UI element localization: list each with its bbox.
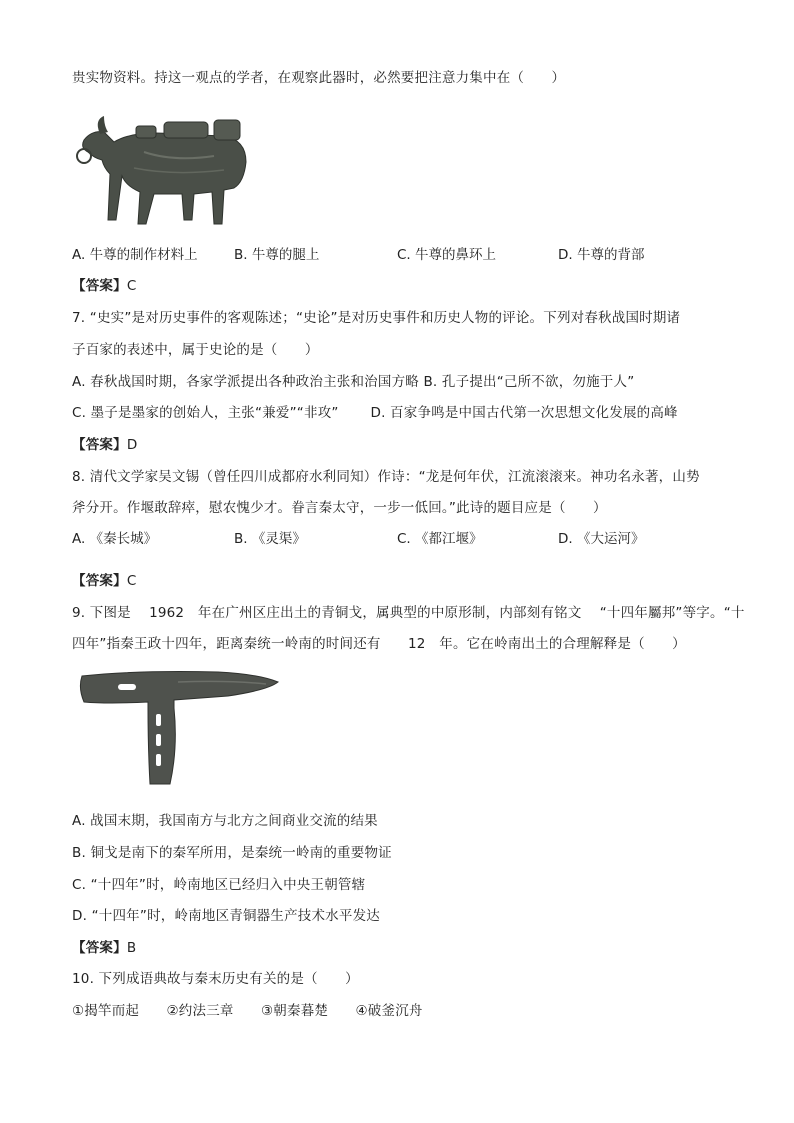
q8-option-a[interactable]: A. 《秦长城》: [72, 531, 158, 547]
answer-label: 【答案】: [72, 437, 127, 453]
q9-answer: [72, 936, 136, 956]
answer-label: 【答案】: [72, 278, 127, 294]
bronze-dagger-axe-image: [78, 668, 283, 788]
answer-value: C: [126, 573, 137, 589]
q6-stem: 贵实物资料。持这一观点的学者，在观察此器时，必然要把注意力集中在（ ）: [72, 70, 566, 86]
answer-label: 【答案】: [72, 573, 127, 589]
q9-option-d[interactable]: D. “十四年”时，岭南地区青铜器生产技术水平发达: [72, 908, 380, 924]
q7-stem-line1: 7. “史实”是对历史事件的客观陈述；“史论”是对历史事件和历史人物的评论。下列对春秋战国时期诸: [72, 310, 681, 326]
q6-option-b[interactable]: B. 牛尊的腿上: [234, 247, 320, 263]
answer-value: C: [126, 278, 137, 294]
q10-stem: 10. 下列成语典故与秦末历史有关的是（ ）: [72, 971, 359, 987]
q6-option-d[interactable]: D. 牛尊的背部: [558, 247, 645, 263]
q7-options-cd[interactable]: C. 墨子是墨家的创始人，主张“兼爱”“非攻” D. 百家争鸣是中国古代第一次思想文化发展的高峰: [72, 405, 678, 421]
q8-option-d[interactable]: D. 《大运河》: [558, 531, 645, 547]
q6-answer: [72, 274, 136, 294]
q7-options-ab[interactable]: A. 春秋战国时期，各家学派提出各种政治主张和治国方略 B. 孔子提出“己所不欲，勿施于人”: [72, 374, 635, 390]
q6-option-c[interactable]: C. 牛尊的鼻环上: [397, 247, 497, 263]
q8-answer: [72, 569, 136, 589]
q6-option-a[interactable]: A. 牛尊的制作材料上: [72, 247, 198, 263]
q10-items: ①揭竿而起 ②约法三章 ③朝秦暮楚 ④破釜沉舟: [72, 1003, 423, 1019]
q9-option-b[interactable]: B. 铜戈是南下的秦军所用，是秦统一岭南的重要物证: [72, 845, 392, 861]
q8-stem-line2: 斧分开。作堰敢辞瘁，慰农愧少才。眷言秦太守，一步一低回。”此诗的题目应是（ ）: [72, 500, 607, 516]
q7-answer: [72, 433, 137, 453]
q9-option-c[interactable]: C. “十四年”时，岭南地区已经归入中央王朝管辖: [72, 877, 366, 893]
answer-label: 【答案】: [72, 940, 127, 956]
q9-stem-line1: 9. 下图是 1962 年在广州区庄出土的青铜戈，属典型的中原形制，内部刻有铭文 “十四年屬邦”等字。“十: [72, 605, 745, 621]
bronze-ox-zun-image: [74, 112, 254, 232]
q7-stem-line2: 子百家的表述中，属于史论的是（ ）: [72, 342, 319, 358]
q9-stem-line2: 四年”指秦王政十四年，距离秦统一岭南的时间还有 12 年。它在岭南出土的合理解释是（ ）: [72, 636, 686, 652]
q8-option-c[interactable]: C. 《都江堰》: [397, 531, 483, 547]
answer-value: D: [126, 437, 138, 453]
q9-option-a[interactable]: A. 战国末期，我国南方与北方之间商业交流的结果: [72, 813, 378, 829]
q8-option-b[interactable]: B. 《灵渠》: [234, 531, 306, 547]
q8-stem-line1: 8. 清代文学家吴文锡（曾任四川成都府水利同知）作诗：“龙是何年伏，江流滚滚来。神功名永著，山势: [72, 469, 700, 485]
answer-value: B: [126, 940, 137, 956]
